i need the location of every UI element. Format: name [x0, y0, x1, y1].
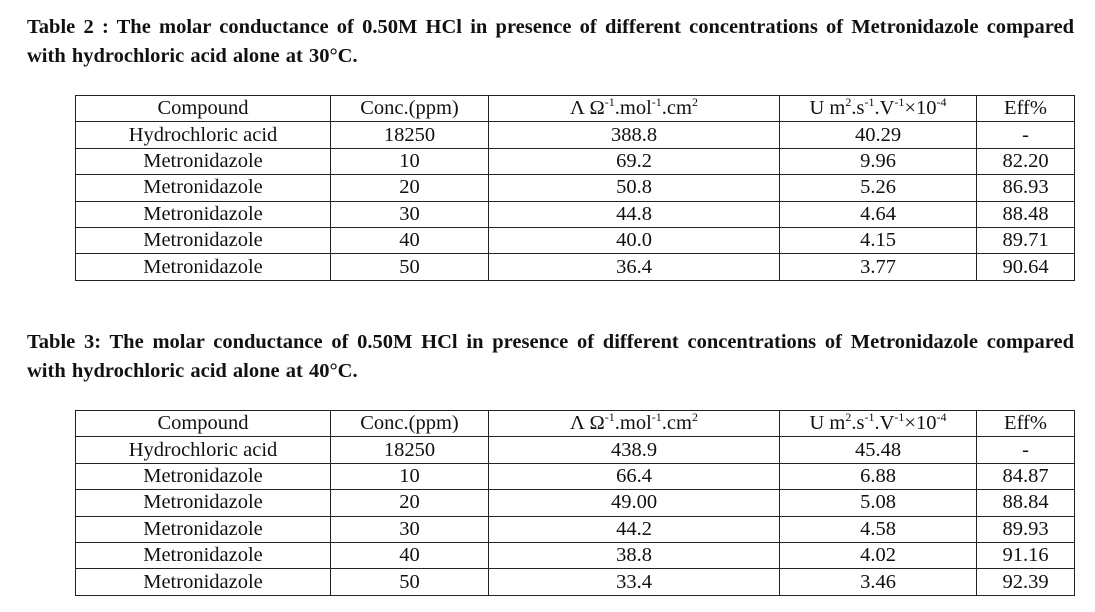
- table-row: [76, 175, 1075, 201]
- cell-compound: Metronidazole: [76, 201, 331, 227]
- header-compound: Compound: [76, 411, 331, 437]
- cell-mobility: 3.46: [780, 569, 977, 595]
- cell-eff: 84.87: [977, 463, 1075, 489]
- cell-mobility: 5.26: [780, 175, 977, 201]
- table-row: [76, 542, 1075, 568]
- cell-compound: Metronidazole: [76, 175, 331, 201]
- cell-mobility: 4.15: [780, 227, 977, 253]
- cell-compound: Metronidazole: [76, 569, 331, 595]
- header-molar-conductance: Λ $\Omega^{-1}.mol^{-1}.cm^2$: [489, 411, 780, 437]
- cell-eff: 91.16: [977, 542, 1075, 568]
- cell-conc: 30: [331, 201, 489, 227]
- table-row: [76, 490, 1075, 516]
- cell-mobility: 4.58: [780, 516, 977, 542]
- table-row: [76, 437, 1075, 463]
- table-row: [76, 148, 1075, 174]
- table-2-caption: Table 2 : The molar conductance of 0.50M HCl in presence of different concentrations of Metronidazole compared with hydrochloric acid alone at 30°C.: [27, 16, 1074, 67]
- cell-conc: 10: [331, 148, 489, 174]
- table-row: [76, 122, 1075, 148]
- table-3: [75, 410, 1075, 596]
- cell-mobility: 3.77: [780, 254, 977, 280]
- header-eff: Eff%: [977, 411, 1075, 437]
- cell-mobility: 4.64: [780, 201, 977, 227]
- cell-mobility: 4.02: [780, 542, 977, 568]
- header-conc: Conc.(ppm): [331, 411, 489, 437]
- header-compound: Compound: [76, 96, 331, 122]
- cell-molar-conductance: 69.2: [489, 148, 780, 174]
- cell-compound: Hydrochloric acid: [76, 122, 331, 148]
- table-3-caption: Table 3: The molar conductance of 0.50M HCl in presence of different concentrations of Metronidazole compared with hydrochloric acid alone at 40°C.: [27, 331, 1074, 382]
- table-row: [76, 569, 1075, 595]
- cell-molar-conductance: 388.8: [489, 122, 780, 148]
- cell-eff: 82.20: [977, 148, 1075, 174]
- cell-conc: 30: [331, 516, 489, 542]
- cell-conc: 10: [331, 463, 489, 489]
- cell-compound: Metronidazole: [76, 148, 331, 174]
- table-row: [76, 516, 1075, 542]
- cell-mobility: 6.88: [780, 463, 977, 489]
- cell-molar-conductance: 66.4: [489, 463, 780, 489]
- cell-eff: 86.93: [977, 175, 1075, 201]
- cell-molar-conductance: 50.8: [489, 175, 780, 201]
- cell-eff: 89.93: [977, 516, 1075, 542]
- cell-compound: Metronidazole: [76, 227, 331, 253]
- table-2: [75, 95, 1075, 281]
- header-molar-conductance: Λ $\Omega^{-1}.mol^{-1}.cm^2$: [489, 96, 780, 122]
- table-header-row: [76, 411, 1075, 437]
- cell-molar-conductance: 40.0: [489, 227, 780, 253]
- cell-conc: 20: [331, 175, 489, 201]
- table-header-row: [76, 96, 1075, 122]
- cell-mobility: 5.08: [780, 490, 977, 516]
- cell-eff: 88.84: [977, 490, 1075, 516]
- cell-compound: Metronidazole: [76, 516, 331, 542]
- cell-eff: 90.64: [977, 254, 1075, 280]
- header-eff: Eff%: [977, 96, 1075, 122]
- cell-compound: Hydrochloric acid: [76, 437, 331, 463]
- cell-molar-conductance: 36.4: [489, 254, 780, 280]
- cell-compound: Metronidazole: [76, 254, 331, 280]
- cell-compound: Metronidazole: [76, 490, 331, 516]
- table-row: [76, 227, 1075, 253]
- header-mobility: U $m^2.s^{-1}.V^{-1}\times 10^{-4}$: [780, 96, 977, 122]
- cell-eff: 88.48: [977, 201, 1075, 227]
- cell-conc: 20: [331, 490, 489, 516]
- cell-eff: -: [977, 122, 1075, 148]
- table-3-body: [76, 411, 1075, 596]
- cell-mobility: 40.29: [780, 122, 977, 148]
- cell-conc: 40: [331, 227, 489, 253]
- cell-molar-conductance: 44.2: [489, 516, 780, 542]
- cell-molar-conductance: 33.4: [489, 569, 780, 595]
- cell-eff: 89.71: [977, 227, 1075, 253]
- cell-molar-conductance: 38.8: [489, 542, 780, 568]
- cell-conc: 50: [331, 254, 489, 280]
- table-row: [76, 254, 1075, 280]
- cell-eff: -: [977, 437, 1075, 463]
- cell-molar-conductance: 44.8: [489, 201, 780, 227]
- cell-mobility: 9.96: [780, 148, 977, 174]
- cell-eff: 92.39: [977, 569, 1075, 595]
- cell-compound: Metronidazole: [76, 542, 331, 568]
- table-2-body: [76, 96, 1075, 281]
- cell-molar-conductance: 438.9: [489, 437, 780, 463]
- cell-molar-conductance: 49.00: [489, 490, 780, 516]
- cell-mobility: 45.48: [780, 437, 977, 463]
- table-row: [76, 201, 1075, 227]
- table-row: [76, 463, 1075, 489]
- cell-conc: 18250: [331, 437, 489, 463]
- cell-conc: 50: [331, 569, 489, 595]
- header-conc: Conc.(ppm): [331, 96, 489, 122]
- cell-conc: 18250: [331, 122, 489, 148]
- cell-compound: Metronidazole: [76, 463, 331, 489]
- header-mobility: U $m^2.s^{-1}.V^{-1}\times 10^{-4}$: [780, 411, 977, 437]
- cell-conc: 40: [331, 542, 489, 568]
